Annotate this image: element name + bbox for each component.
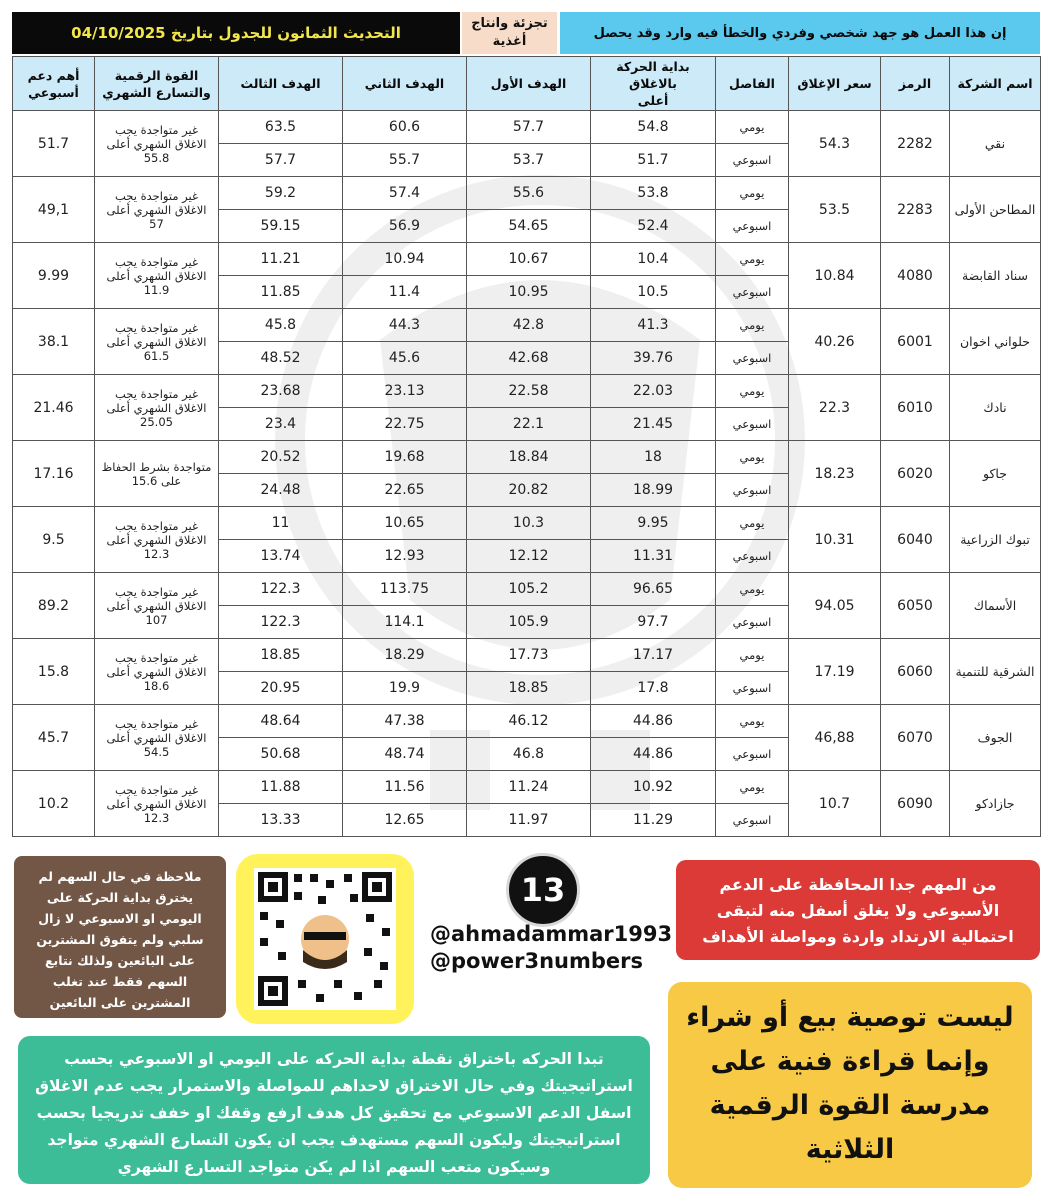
target1-daily-cell: 10.67: [467, 243, 591, 276]
symbol-cell: 2282: [881, 111, 950, 177]
company-name-cell: نقي: [950, 111, 1041, 177]
snapchat-qr[interactable]: [236, 854, 414, 1024]
company-name-cell: المطاحن الأولى: [950, 177, 1041, 243]
close-price-cell: 10.31: [789, 507, 881, 573]
strength-line: الاغلاق الشهري أعلى: [106, 598, 207, 613]
target1-daily-cell: 18.84: [467, 441, 591, 474]
note-red: [676, 860, 1040, 960]
weekly-support-cell: 10.2: [13, 771, 95, 837]
weekly-support-cell: 38.1: [13, 309, 95, 375]
start-daily-cell: 18: [591, 441, 716, 474]
target1-daily-cell: 42.8: [467, 309, 591, 342]
disclaimer-banner: [560, 12, 1040, 54]
target1-daily-cell: 55.6: [467, 177, 591, 210]
col-symbol: الرمز: [881, 57, 950, 111]
disclaimer-text: إن هذا العمل هو جهد شخصي وفردي والخطأ فيه وارد وقد يحصل: [593, 25, 1007, 41]
target2-daily-cell: 23.13: [343, 375, 467, 408]
period-weekly-cell: اسبوعي: [716, 606, 789, 639]
symbol-cell: 6040: [881, 507, 950, 573]
start-weekly-cell: 10.5: [591, 276, 716, 309]
target2-daily-cell: 11.56: [343, 771, 467, 804]
target2-daily-cell: 57.4: [343, 177, 467, 210]
table-row: [13, 771, 1041, 804]
strength-cell: [95, 177, 219, 243]
target3-daily-cell: 11.21: [219, 243, 343, 276]
target3-daily-cell: 59.2: [219, 177, 343, 210]
target1-daily-cell: 57.7: [467, 111, 591, 144]
strength-line: الاغلاق الشهري أعلى: [106, 730, 207, 745]
weekly-support-cell: 49,1: [13, 177, 95, 243]
strength-cell: [95, 573, 219, 639]
period-daily-cell: يومي: [716, 771, 789, 804]
symbol-cell: 6050: [881, 573, 950, 639]
close-price-cell: 46,88: [789, 705, 881, 771]
weekly-support-cell: 15.8: [13, 639, 95, 705]
target3-daily-cell: 11: [219, 507, 343, 540]
strength-line: 12.3: [143, 546, 170, 561]
table-row: [13, 309, 1041, 342]
period-weekly-cell: اسبوعي: [716, 408, 789, 441]
start-weekly-cell: 18.99: [591, 474, 716, 507]
target2-weekly-cell: 12.93: [343, 540, 467, 573]
strength-line: 57: [149, 216, 164, 231]
target3-weekly-cell: 50.68: [219, 738, 343, 771]
weekly-support-cell: 17.16: [13, 441, 95, 507]
weekly-support-cell: 9.5: [13, 507, 95, 573]
strength-cell: [95, 309, 219, 375]
weekly-support-cell: 89.2: [13, 573, 95, 639]
target2-weekly-cell: 22.65: [343, 474, 467, 507]
target1-weekly-cell: 18.85: [467, 672, 591, 705]
table-row: [13, 573, 1041, 606]
table-row: [13, 441, 1041, 474]
note-brown: [14, 856, 226, 1018]
period-daily-cell: يومي: [716, 639, 789, 672]
strength-line: الاغلاق الشهري أعلى: [106, 334, 207, 349]
target1-weekly-cell: 42.68: [467, 342, 591, 375]
target3-weekly-cell: 48.52: [219, 342, 343, 375]
col-target2: الهدف الثاني: [343, 57, 467, 111]
target2-daily-cell: 44.3: [343, 309, 467, 342]
target1-weekly-cell: 12.12: [467, 540, 591, 573]
target3-daily-cell: 48.64: [219, 705, 343, 738]
table-row: [13, 705, 1041, 738]
target2-weekly-cell: 11.4: [343, 276, 467, 309]
strength-line: الاغلاق الشهري أعلى: [106, 664, 207, 679]
table-row: [13, 111, 1041, 144]
brown-note-text: ملاحظة في حال السهم لم يخترق بداية الحركة على اليومي او الاسبوعي لا زال سلبي ولم يتفوق المشترين على البائعين ولذلك نتابع السهم فقط عند تغلب المشترين على البائعين: [36, 869, 204, 1010]
weekly-support-cell: 9.99: [13, 243, 95, 309]
strength-line: 107: [145, 612, 168, 627]
start-weekly-cell: 51.7: [591, 144, 716, 177]
target3-daily-cell: 45.8: [219, 309, 343, 342]
target3-daily-cell: 20.52: [219, 441, 343, 474]
col-target3: الهدف الثالث: [219, 57, 343, 111]
red-note-text: من المهم جدا المحافظة على الدعم الأسبوعي ولا يغلق أسفل منه لتبقى احتمالية الارتداد واردة ومواصلة الأهداف: [702, 875, 1014, 946]
strength-line: 11.9: [143, 282, 170, 297]
close-price-cell: 94.05: [789, 573, 881, 639]
target1-weekly-cell: 20.82: [467, 474, 591, 507]
strength-line: 25.05: [140, 414, 173, 429]
strength-cell: [95, 507, 219, 573]
company-name-cell: نادك: [950, 375, 1041, 441]
period-daily-cell: يومي: [716, 177, 789, 210]
strength-line: 12.3: [143, 810, 170, 825]
start-daily-cell: 41.3: [591, 309, 716, 342]
start-weekly-cell: 97.7: [591, 606, 716, 639]
target1-weekly-cell: 53.7: [467, 144, 591, 177]
strength-cell: [95, 111, 219, 177]
strength-cell: [95, 639, 219, 705]
target1-weekly-cell: 105.9: [467, 606, 591, 639]
start-daily-cell: 10.92: [591, 771, 716, 804]
strength-line: الاغلاق الشهري أعلى: [106, 268, 207, 283]
target2-daily-cell: 10.94: [343, 243, 467, 276]
target3-weekly-cell: 59.15: [219, 210, 343, 243]
start-weekly-cell: 39.76: [591, 342, 716, 375]
target1-daily-cell: 105.2: [467, 573, 591, 606]
company-name-cell: جاكو: [950, 441, 1041, 507]
target1-daily-cell: 10.3: [467, 507, 591, 540]
close-price-cell: 10.7: [789, 771, 881, 837]
strength-cell: [95, 705, 219, 771]
symbol-cell: 6010: [881, 375, 950, 441]
period-weekly-cell: اسبوعي: [716, 738, 789, 771]
target2-weekly-cell: 55.7: [343, 144, 467, 177]
table-row: [13, 243, 1041, 276]
period-weekly-cell: اسبوعي: [716, 210, 789, 243]
company-name-cell: تبوك الزراعية: [950, 507, 1041, 573]
target2-daily-cell: 113.75: [343, 573, 467, 606]
start-weekly-cell: 11.31: [591, 540, 716, 573]
weekly-support-cell: 21.46: [13, 375, 95, 441]
company-name-cell: سناد القابضة: [950, 243, 1041, 309]
start-daily-cell: 22.03: [591, 375, 716, 408]
target3-daily-cell: 63.5: [219, 111, 343, 144]
update-text: التحديث الثمانون للجدول بتاريخ 04/10/2025: [71, 24, 401, 42]
target2-weekly-cell: 56.9: [343, 210, 467, 243]
sector-banner: [462, 12, 557, 54]
strength-line: غير متواجدة يجب: [115, 782, 198, 797]
strength-line: 18.6: [143, 678, 170, 693]
strength-line: الاغلاق الشهري أعلى: [106, 532, 207, 547]
update-banner: [12, 12, 460, 54]
strength-line: 61.5: [143, 348, 170, 363]
yellow-note-text: ليست توصية بيع أو شراء وإنما قراءة فنية على مدرسة القوة الرقمية الثلاثية: [686, 1002, 1014, 1165]
page-number-badge: [506, 853, 580, 927]
close-price-cell: 54.3: [789, 111, 881, 177]
symbol-cell: 6060: [881, 639, 950, 705]
target2-weekly-cell: 22.75: [343, 408, 467, 441]
period-weekly-cell: اسبوعي: [716, 342, 789, 375]
target3-daily-cell: 18.85: [219, 639, 343, 672]
col-support: أهم دعم أسبوعي: [13, 57, 95, 111]
start-daily-cell: 17.17: [591, 639, 716, 672]
period-weekly-cell: اسبوعي: [716, 144, 789, 177]
target3-weekly-cell: 23.4: [219, 408, 343, 441]
symbol-cell: 6001: [881, 309, 950, 375]
start-weekly-cell: 21.45: [591, 408, 716, 441]
target2-daily-cell: 47.38: [343, 705, 467, 738]
col-target1: الهدف الأول: [467, 57, 591, 111]
start-weekly-cell: 52.4: [591, 210, 716, 243]
target2-weekly-cell: 45.6: [343, 342, 467, 375]
close-price-cell: 18.23: [789, 441, 881, 507]
strength-cell: [95, 243, 219, 309]
start-daily-cell: 54.8: [591, 111, 716, 144]
company-name-cell: الجوف: [950, 705, 1041, 771]
strength-line: غير متواجدة يجب: [115, 650, 198, 665]
target1-daily-cell: 46.12: [467, 705, 591, 738]
strength-line: 55.8: [143, 150, 170, 165]
target3-weekly-cell: 24.48: [219, 474, 343, 507]
target2-daily-cell: 10.65: [343, 507, 467, 540]
strength-line: غير متواجدة يجب: [115, 320, 198, 335]
table-row: [13, 177, 1041, 210]
symbol-cell: 2283: [881, 177, 950, 243]
target1-weekly-cell: 11.97: [467, 804, 591, 837]
strength-line: الاغلاق الشهري أعلى: [106, 796, 207, 811]
strength-line: 54.5: [143, 744, 170, 759]
strength-cell: [95, 441, 219, 507]
target1-weekly-cell: 46.8: [467, 738, 591, 771]
strength-line: متواجدة بشرط الحفاظ: [101, 459, 212, 474]
target2-weekly-cell: 114.1: [343, 606, 467, 639]
target2-daily-cell: 60.6: [343, 111, 467, 144]
period-daily-cell: يومي: [716, 441, 789, 474]
strength-line: غير متواجدة يجب: [115, 254, 198, 269]
target3-weekly-cell: 122.3: [219, 606, 343, 639]
target3-weekly-cell: 13.33: [219, 804, 343, 837]
table-row: [13, 639, 1041, 672]
symbol-cell: 6090: [881, 771, 950, 837]
strength-cell: [95, 375, 219, 441]
target2-weekly-cell: 12.65: [343, 804, 467, 837]
close-price-cell: 22.3: [789, 375, 881, 441]
green-note-text: تبدا الحركه باختراق نقطة بداية الحركه على اليومي او الاسبوعي بحسب استراتيجيتك وفي حال الاختراق لاحداهم للمواصلة والاستمرار يجب عدم الاغلاق اسفل الدعم الاسبوعي مع تحقيق كل هدف ارفع وقفك او خفف تدريجيا بحسب استراتيجيتك وليكون السهم مستهدف يجب ان يكون التسارع الشهري متواجد وسيكون متعب السهم اذا لم يكن متواجد التسارع الشهري: [35, 1050, 633, 1176]
company-name-cell: حلواني اخوان: [950, 309, 1041, 375]
weekly-support-cell: 51.7: [13, 111, 95, 177]
target3-daily-cell: 23.68: [219, 375, 343, 408]
handle-1[interactable]: @ahmadammar1993: [430, 922, 673, 946]
start-daily-cell: 10.4: [591, 243, 716, 276]
col-company: اسم الشركة: [950, 57, 1041, 111]
table-row: [13, 507, 1041, 540]
close-price-cell: 10.84: [789, 243, 881, 309]
strength-cell: [95, 771, 219, 837]
start-weekly-cell: 17.8: [591, 672, 716, 705]
qr-code-icon: [254, 868, 396, 1010]
strength-line: الاغلاق الشهري أعلى: [106, 400, 207, 415]
target3-daily-cell: 11.88: [219, 771, 343, 804]
symbol-cell: 6070: [881, 705, 950, 771]
period-daily-cell: يومي: [716, 507, 789, 540]
col-close: سعر الإغلاق: [789, 57, 881, 111]
period-daily-cell: يومي: [716, 573, 789, 606]
target1-daily-cell: 11.24: [467, 771, 591, 804]
target1-weekly-cell: 10.95: [467, 276, 591, 309]
company-name-cell: جازادكو: [950, 771, 1041, 837]
target2-weekly-cell: 48.74: [343, 738, 467, 771]
target3-weekly-cell: 11.85: [219, 276, 343, 309]
target2-daily-cell: 18.29: [343, 639, 467, 672]
strength-line: غير متواجدة يجب: [115, 716, 198, 731]
target1-weekly-cell: 54.65: [467, 210, 591, 243]
start-daily-cell: 9.95: [591, 507, 716, 540]
note-green: [18, 1036, 650, 1184]
close-price-cell: 17.19: [789, 639, 881, 705]
target1-daily-cell: 17.73: [467, 639, 591, 672]
sector-line-2: أغذية: [492, 34, 527, 49]
strength-line: غير متواجدة يجب: [115, 518, 198, 533]
start-daily-cell: 96.65: [591, 573, 716, 606]
period-weekly-cell: اسبوعي: [716, 804, 789, 837]
sector-line-1: تجزئة وانتاج: [471, 16, 548, 31]
symbol-cell: 4080: [881, 243, 950, 309]
period-daily-cell: يومي: [716, 375, 789, 408]
company-name-cell: الشرقية للتنمية: [950, 639, 1041, 705]
col-start: بداية الحركة بالاغلاق أعلى: [591, 57, 716, 111]
target1-daily-cell: 22.58: [467, 375, 591, 408]
target1-weekly-cell: 22.1: [467, 408, 591, 441]
strength-line: غير متواجدة يجب: [115, 386, 198, 401]
period-weekly-cell: اسبوعي: [716, 276, 789, 309]
col-period: الفاصل: [716, 57, 789, 111]
period-weekly-cell: اسبوعي: [716, 540, 789, 573]
target3-weekly-cell: 20.95: [219, 672, 343, 705]
handle-2[interactable]: @power3numbers: [430, 949, 643, 973]
strength-line: الاغلاق الشهري أعلى: [106, 202, 207, 217]
strength-line: غير متواجدة يجب: [115, 584, 198, 599]
period-weekly-cell: اسبوعي: [716, 474, 789, 507]
target2-weekly-cell: 19.9: [343, 672, 467, 705]
strength-line: غير متواجدة يجب: [115, 122, 198, 137]
start-daily-cell: 44.86: [591, 705, 716, 738]
period-daily-cell: يومي: [716, 243, 789, 276]
target3-daily-cell: 122.3: [219, 573, 343, 606]
target3-weekly-cell: 57.7: [219, 144, 343, 177]
weekly-support-cell: 45.7: [13, 705, 95, 771]
target3-weekly-cell: 13.74: [219, 540, 343, 573]
period-weekly-cell: اسبوعي: [716, 672, 789, 705]
col-strength: القوة الرقمية والتسارع الشهري: [95, 57, 219, 111]
table-row: [13, 375, 1041, 408]
period-daily-cell: يومي: [716, 705, 789, 738]
close-price-cell: 40.26: [789, 309, 881, 375]
note-yellow: [668, 982, 1032, 1188]
period-daily-cell: يومي: [716, 111, 789, 144]
strength-line: الاغلاق الشهري أعلى: [106, 136, 207, 151]
strength-line: غير متواجدة يجب: [115, 188, 198, 203]
strength-line: على 15.6: [131, 473, 182, 488]
start-weekly-cell: 11.29: [591, 804, 716, 837]
company-name-cell: الأسماك: [950, 573, 1041, 639]
start-weekly-cell: 44.86: [591, 738, 716, 771]
period-daily-cell: يومي: [716, 309, 789, 342]
close-price-cell: 53.5: [789, 177, 881, 243]
stock-table: [12, 56, 1041, 837]
symbol-cell: 6020: [881, 441, 950, 507]
table-header-row: [13, 57, 1041, 111]
badge-number: 13: [520, 871, 566, 909]
start-daily-cell: 53.8: [591, 177, 716, 210]
target2-daily-cell: 19.68: [343, 441, 467, 474]
